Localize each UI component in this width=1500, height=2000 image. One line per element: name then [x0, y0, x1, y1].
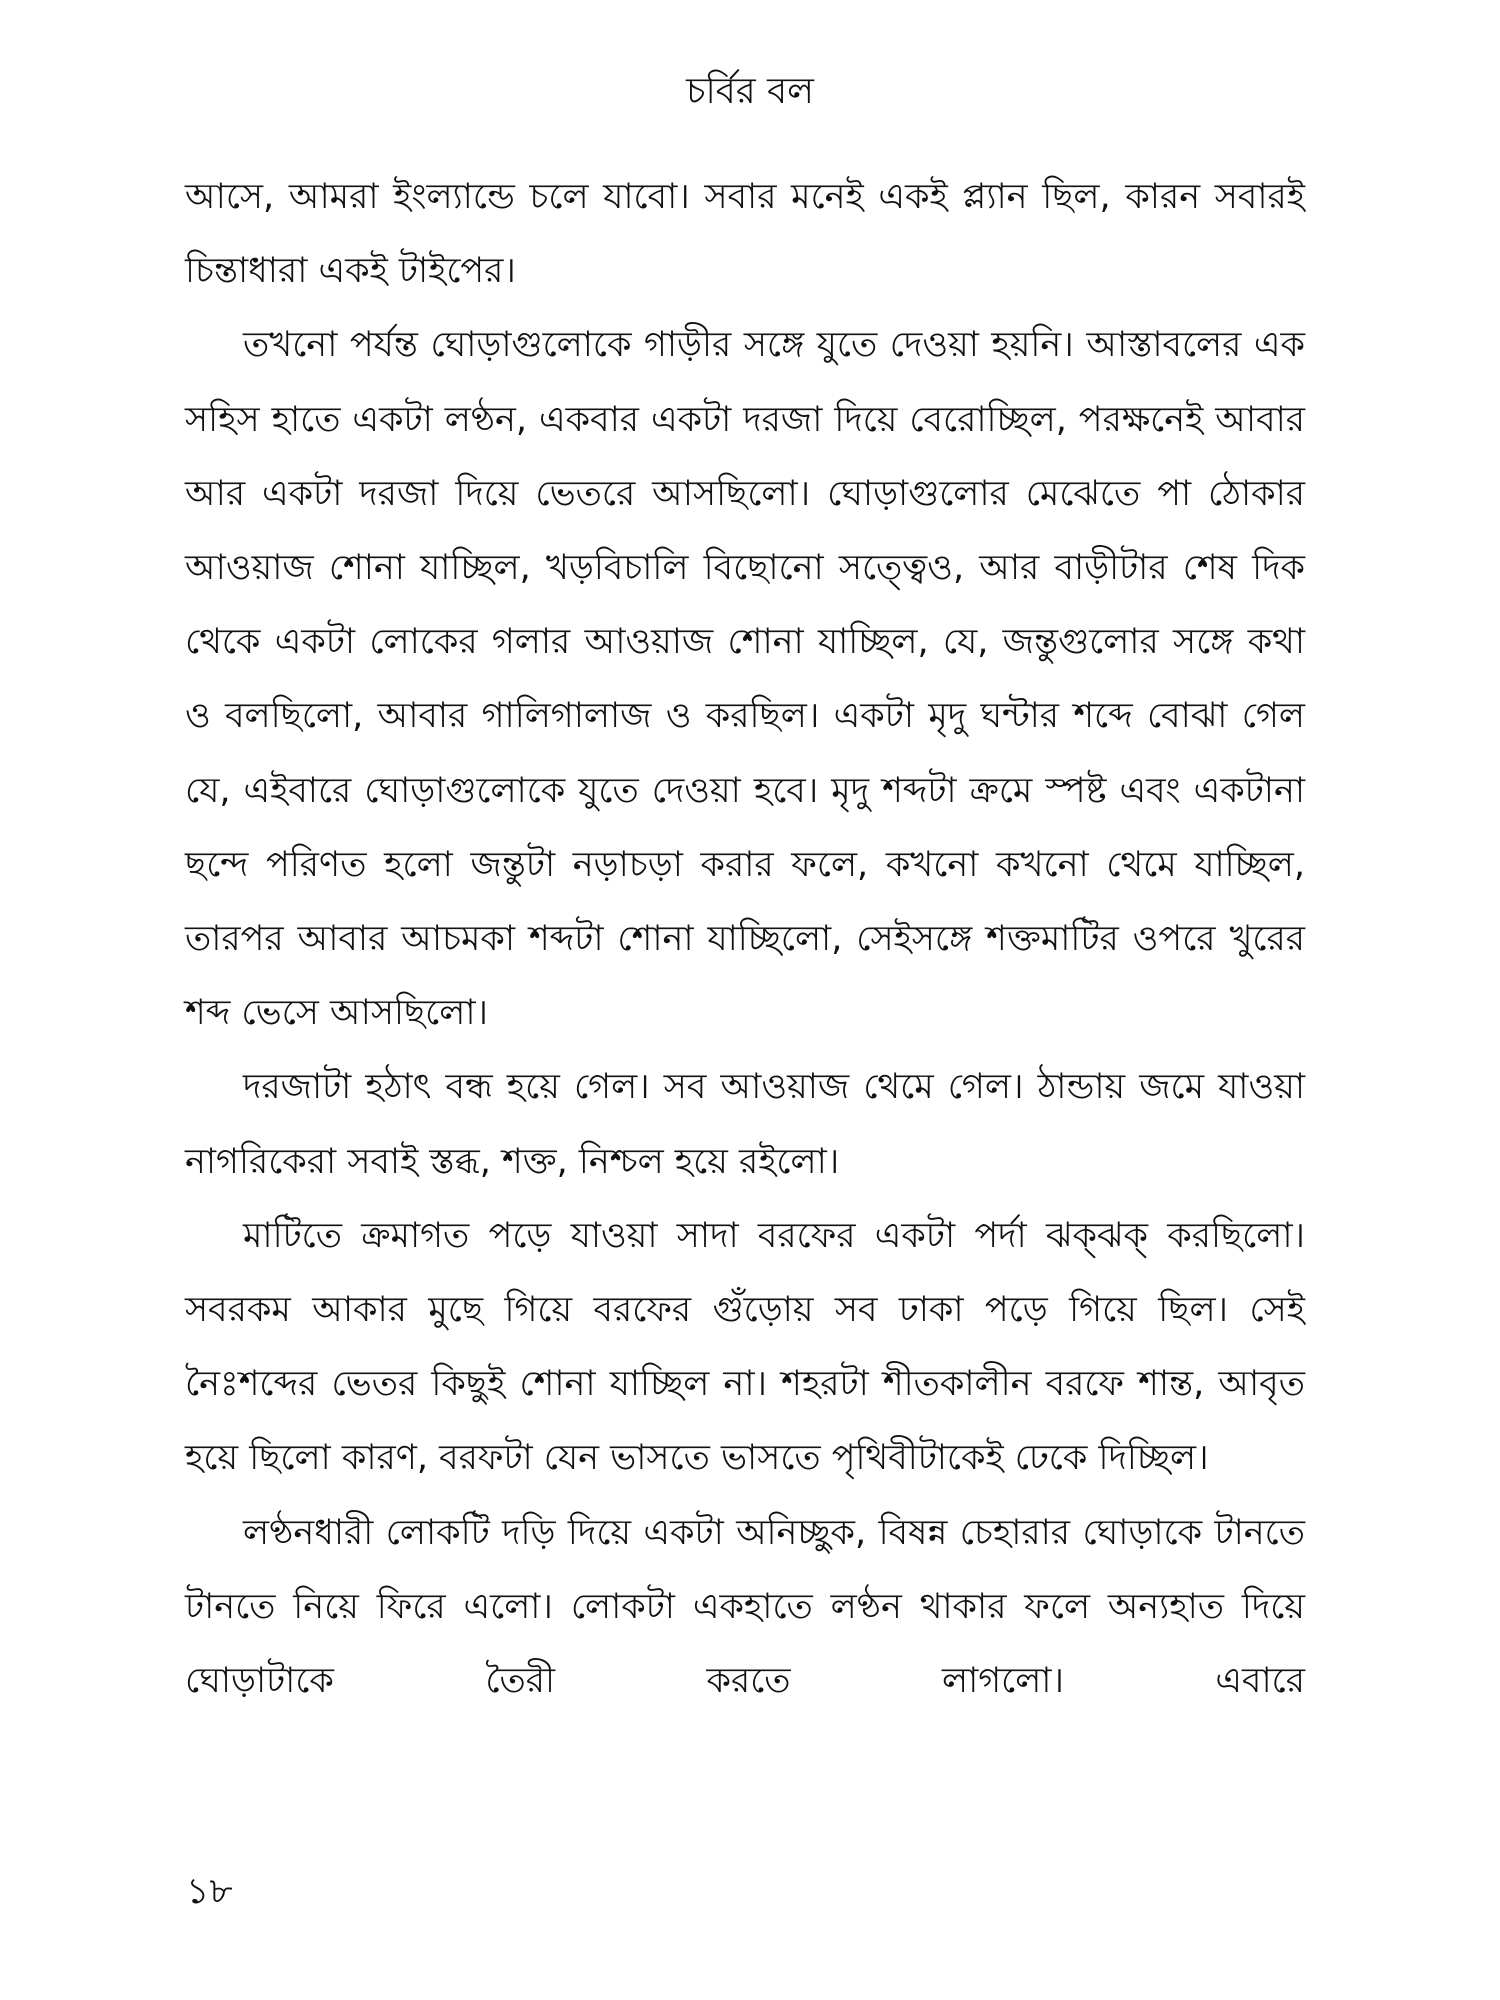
paragraph-2: তখনো পর্যন্ত ঘোড়াগুলোকে গাড়ীর সঙ্গে যুতে দেওয়া হয়নি। আস্তাবলের এক সহিস হাতে একটা লণ্ঠন, একবার একটা দরজা দিয়ে বেরোচ্ছিল, পরক্ষনেই আবার আর একটা দরজা দিয়ে ভেতরে আসছিলো। ঘোড়াগুলোর মেঝেতে পা ঠোকার আওয়াজ শোনা যাচ্ছিল, খড়বিচালি বিছোনো সত্ত্বেও, আর বাড়ীটার শেষ দিক থেকে একটা লোকের গলার আওয়াজ শোনা যাচ্ছিল, যে, জন্তুগুলোর সঙ্গে কথা ও বলছিলো, আবার গালিগালাজ ও করছিল। একটা মৃদু ঘন্টার শব্দে বোঝা গেল যে, এইবারে ঘোড়াগুলোকে যুতে দেওয়া হবে। মৃদু শব্দটা ক্রমে স্পষ্ট এবং একটানা ছন্দে পরিণত হলো জন্তুটা নড়াচড়া করার ফলে, কখনো কখনো থেমে যাচ্ছিল, তারপর আবার আচমকা শব্দটা শোনা যাচ্ছিলো, সেইসঙ্গে শক্তমাটির ওপরে খুরের শব্দ ভেসে আসছিলো।: [185, 325, 1305, 1034]
paragraph-3: দরজাটা হঠাৎ বন্ধ হয়ে গেল। সব আওয়াজ থেমে গেল। ঠান্ডায় জমে যাওয়া নাগরিকেরা সবাই স্তব্ধ, শক্ত, নিশ্চল হয়ে রইলো।: [185, 1067, 1305, 1182]
page-number: ১৮: [186, 1871, 233, 1912]
running-title: চর্বির বল: [686, 71, 814, 112]
paragraph-1: আসে, আমরা ইংল্যান্ডে চলে যাবো। সবার মনেই একই প্ল্যান ছিল, কারন সবারই চিন্তাধারা একই টাইপের।: [185, 177, 1305, 292]
page-body: [185, 160, 1305, 1718]
paragraph-4: মাটিতে ক্রমাগত পড়ে যাওয়া সাদা বরফের একটা পর্দা ঝক্‌ঝক্ করছিলো। সবরকম আকার মুছে গিয়ে বরফের গুঁড়োয় সব ঢাকা পড়ে গিয়ে ছিল। সেই নৈঃশব্দের ভেতর কিছুই শোনা যাচ্ছিল না। শহরটা শীতকালীন বরফে শান্ত, আবৃত হয়ে ছিলো কারণ, বরফটা যেন ভাসতে ভাসতে পৃথিবীটাকেই ঢেকে দিচ্ছিল।: [185, 1215, 1305, 1479]
paragraph-5: লণ্ঠনধারী লোকটি দড়ি দিয়ে একটা অনিচ্ছুক, বিষন্ন চেহারার ঘোড়াকে টানতে টানতে নিয়ে ফিরে এলো। লোকটা একহাতে লণ্ঠন থাকার ফলে অন্যহাত দিয়ে ঘোড়াটাকে তৈরী করতে লাগলো। এবারে: [185, 1512, 1305, 1702]
running-header: [0, 68, 1500, 116]
